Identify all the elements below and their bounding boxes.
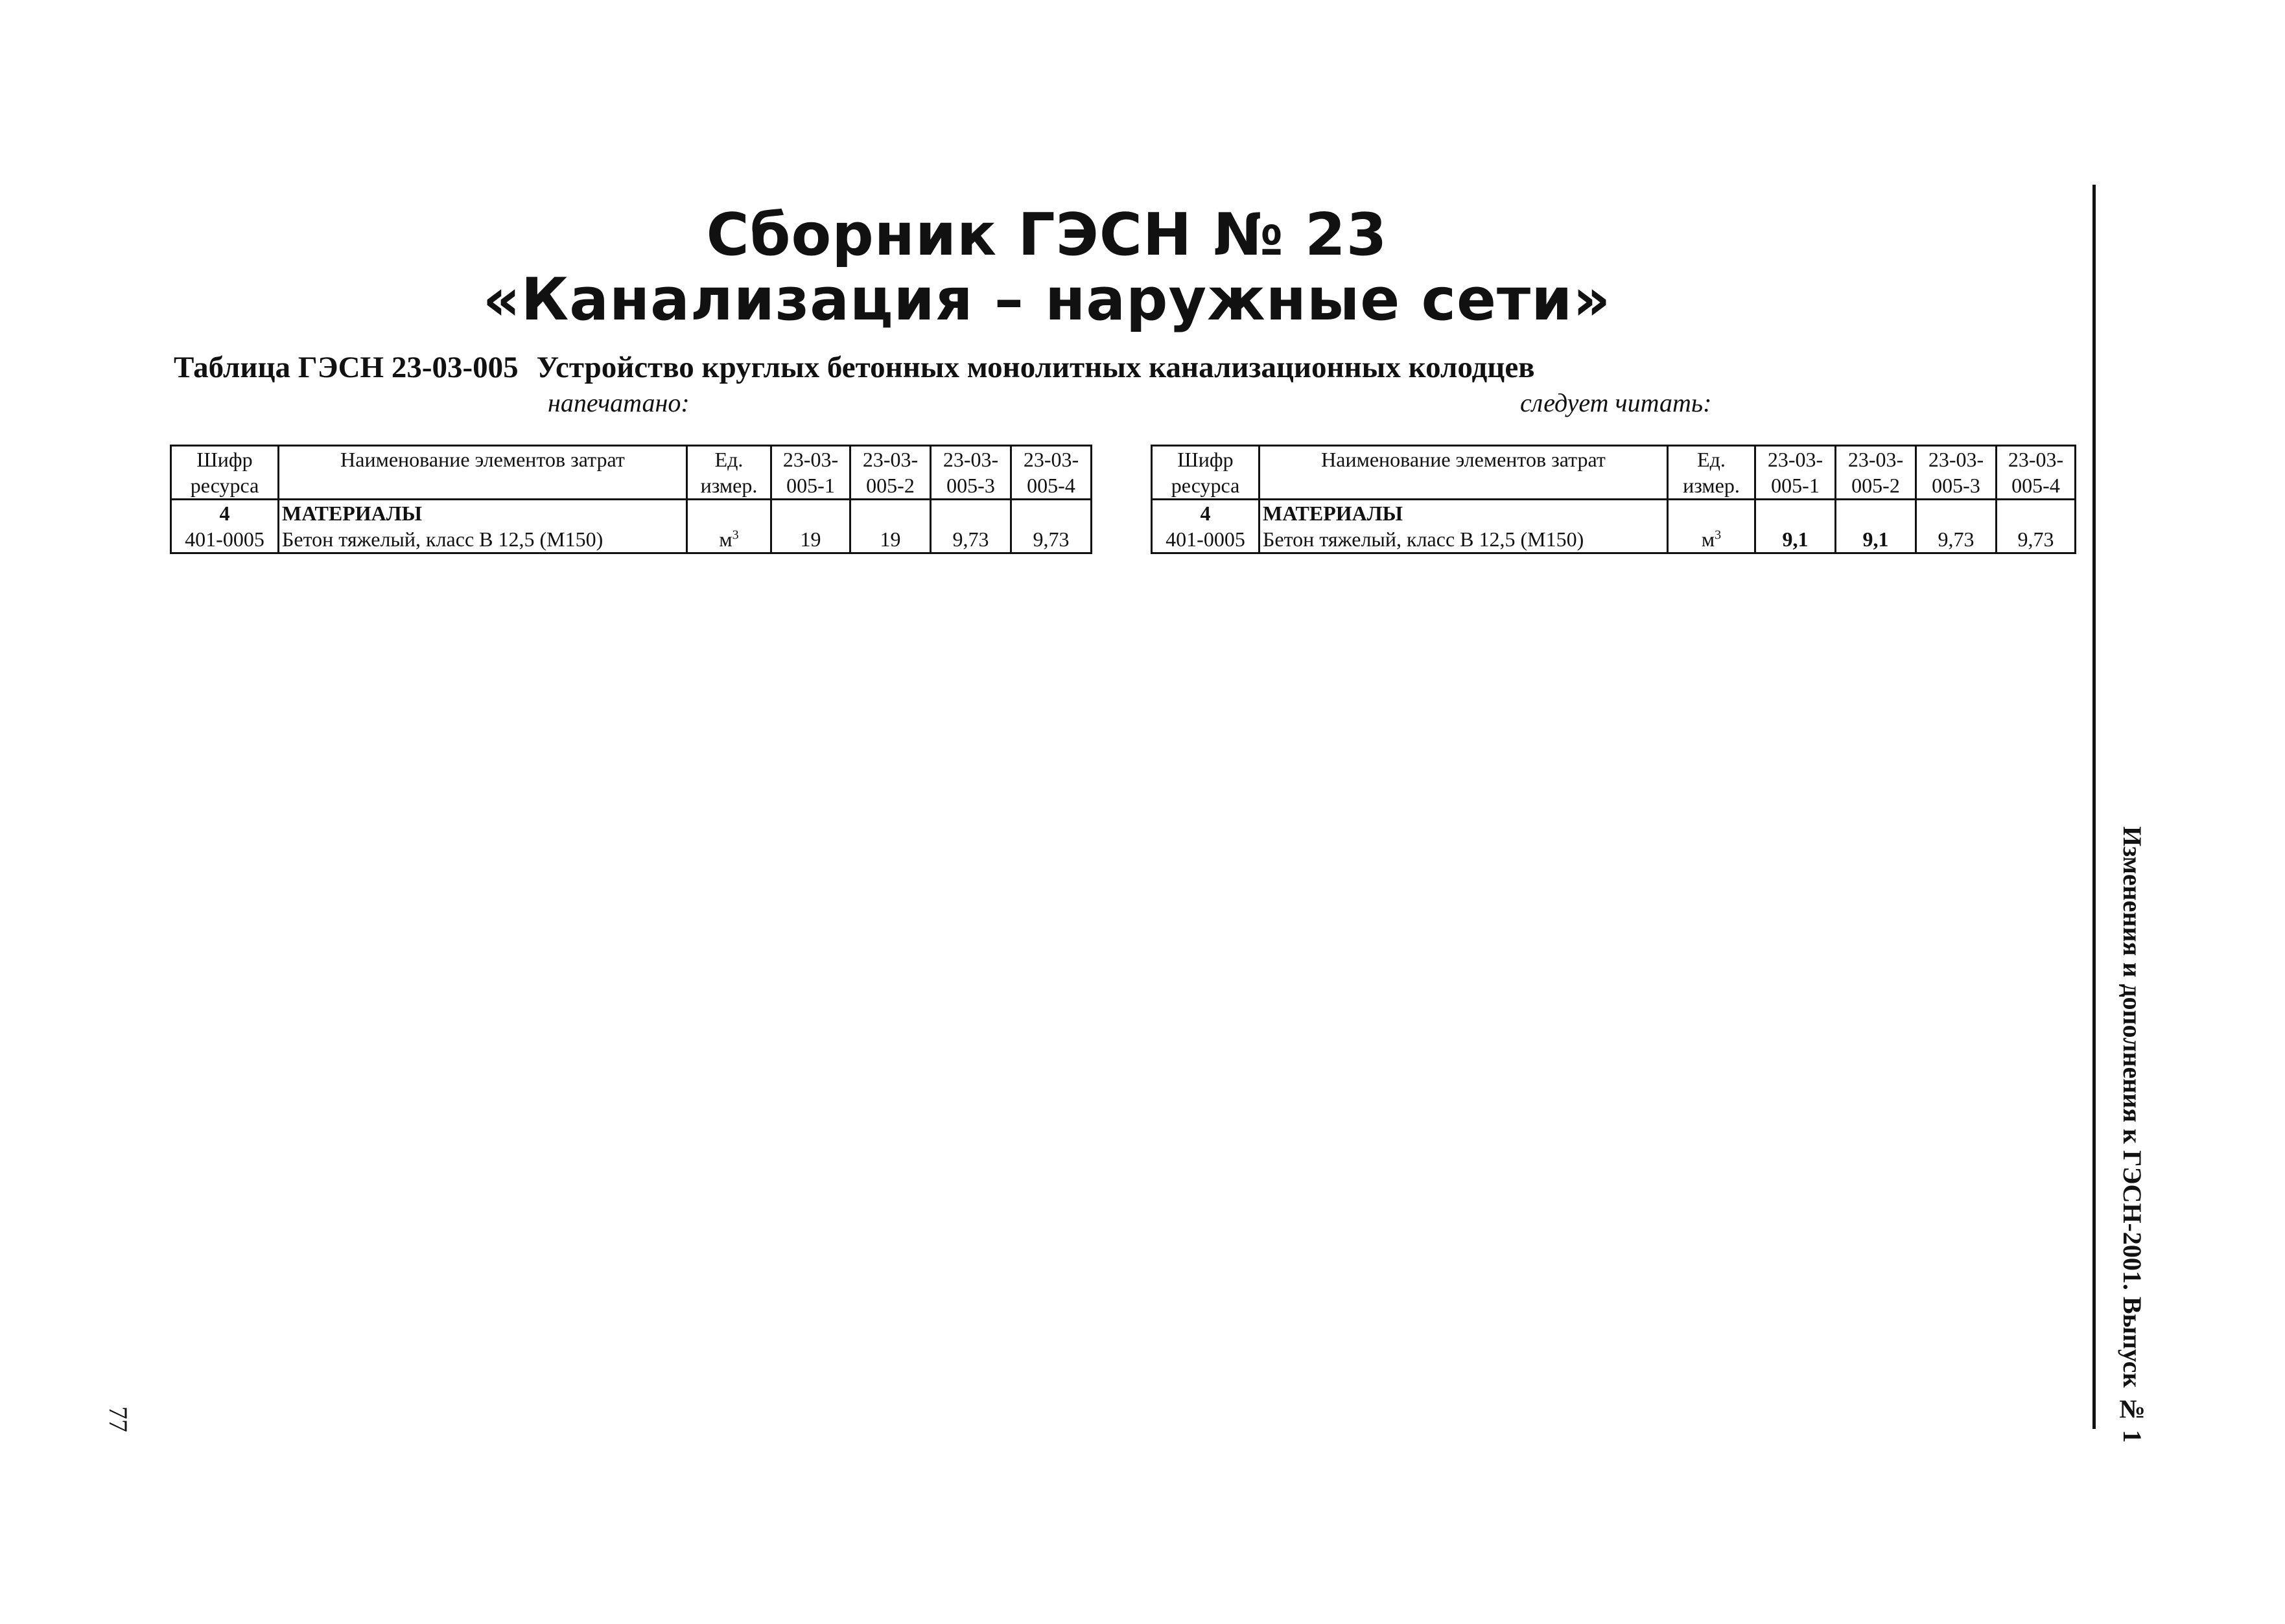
group-name: МАТЕРИАЛЫ: [1260, 500, 1668, 527]
header-col-3: 23-03- 005-3: [931, 446, 1011, 500]
margin-divider: [2092, 185, 2096, 1429]
group-row: [1152, 500, 2076, 527]
table-row: [1152, 526, 2076, 553]
item-unit: $м^3$: [1668, 526, 1755, 553]
header-name: Наименование элементов затрат: [1260, 446, 1668, 500]
item-name: Бетон тяжелый, класс В 12,5 (М150): [279, 526, 687, 553]
item-code: 401-0005: [171, 526, 279, 553]
header-col-3: 23-03- 005-3: [1916, 446, 1997, 500]
header-unit: Ед. измер.: [1668, 446, 1755, 500]
group-code: 4: [171, 500, 279, 527]
corrected-table: [1151, 445, 2076, 554]
table-header-row: [1152, 446, 2076, 500]
header-col-4: 23-03- 005-4: [1997, 446, 2076, 500]
header-code: Шифр ресурса: [1152, 446, 1260, 500]
header-code: Шифр ресурса: [171, 446, 279, 500]
header-unit: Ед. измер.: [687, 446, 771, 500]
group-name: МАТЕРИАЛЫ: [279, 500, 687, 527]
value-cell: 19: [771, 526, 850, 553]
table-heading: [174, 350, 1535, 385]
header-col-4: 23-03- 005-4: [1011, 446, 1092, 500]
table-header-row: [171, 446, 1092, 500]
header-col-1: 23-03- 005-1: [1755, 446, 1836, 500]
table-code: Таблица ГЭСН 23-03-005: [174, 351, 519, 384]
collection-title: Сборник ГЭСН № 23: [706, 201, 1388, 269]
item-unit: $м^3$: [687, 526, 771, 553]
value-cell: 9,73: [1997, 526, 2076, 553]
item-code: 401-0005: [1152, 526, 1260, 553]
table-row: [171, 526, 1092, 553]
value-cell: 9,73: [931, 526, 1011, 553]
value-cell: 9,73: [1916, 526, 1997, 553]
group-code: 4: [1152, 500, 1260, 527]
header-col-1: 23-03- 005-1: [771, 446, 850, 500]
value-cell: 9,73: [1011, 526, 1092, 553]
value-cell: 9,1: [1755, 526, 1836, 553]
header-col-2: 23-03- 005-2: [850, 446, 931, 500]
item-name: Бетон тяжелый, класс В 12,5 (М150): [1260, 526, 1668, 553]
header-col-2: 23-03- 005-2: [1836, 446, 1916, 500]
value-cell: 9,1: [1836, 526, 1916, 553]
should-read-label: следует читать:: [1520, 388, 1712, 417]
side-running-title: Изменения и дополнения к ГЭСН-2001. Выпуск № 1: [2118, 826, 2147, 1443]
page-number: 77: [104, 1406, 133, 1432]
table-description: Устройство круглых бетонных монолитных канализационных колодцев: [536, 351, 1535, 384]
printed-label: напечатано:: [548, 388, 690, 417]
header-name: Наименование элементов затрат: [279, 446, 687, 500]
value-cell: 19: [850, 526, 931, 553]
group-row: [171, 500, 1092, 527]
collection-subtitle: «Канализация – наружные сети»: [482, 266, 1611, 334]
printed-table: [170, 445, 1092, 554]
